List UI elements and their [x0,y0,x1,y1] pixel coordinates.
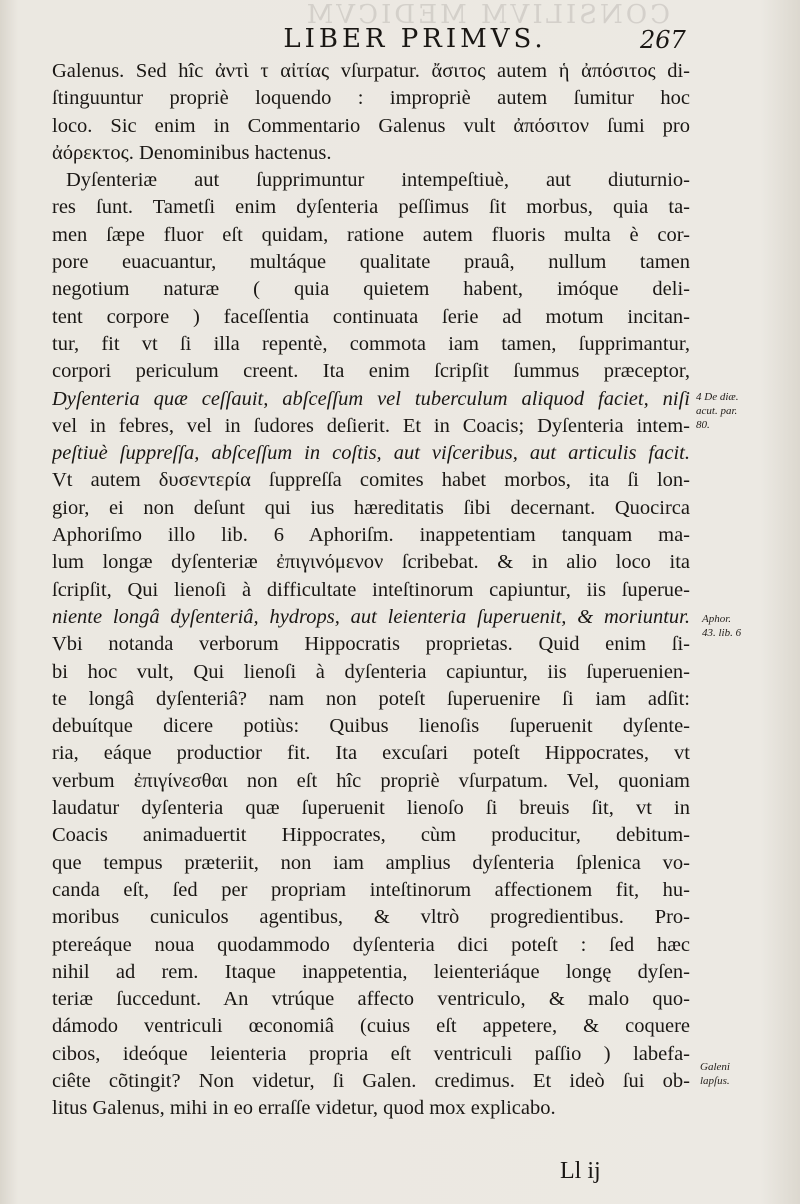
text-line: pore euacuantur, multáque qualitate prauâ, nullum tamen [52,251,690,274]
text-line-italic-quote: Dyſenteria quæ ceſſauit, abſceſſum vel tuberculum aliquod faciet, niſi [52,387,690,410]
margin-note-line: lapſus. [700,1075,730,1087]
margin-note-line: acut. par. [696,405,738,417]
text-line: corpori periculum creent. Ita enim ſcripſit ſummus præceptor, [52,360,690,383]
text-line: Aphoriſmo illo lib. 6 Aphoriſm. inappetentiam tanquam ma- [52,524,690,547]
margin-note-line: 80. [696,419,710,431]
margin-note-galeni-lapsus [700,1060,730,1088]
main-text-block [52,58,690,1123]
margin-note-aphorism [702,612,741,640]
text-line: litus Galenus, mihi in eo erraſſe videtur, quod mox explicabo. [52,1097,556,1120]
text-line: gior, ei non deſunt qui ius hæreditatis ſibi decernant. Quocirca [52,496,690,519]
margin-note-de-diaeta [696,390,738,432]
text-line: men ſæpe fluor eſt quidam, ratione autem fluoris multa è cor- [52,223,690,246]
running-title: LIBER PRIMVS. [283,24,547,54]
margin-note-line: Aphor. [702,613,732,625]
text-line: tur, fit vt ſi illa repentè, commota iam tamen, ſupprimantur, [52,332,690,355]
text-line: ciête cõtingit? Non videtur, ſi Galen. credimus. Et ideò ſui ob- [52,1069,690,1092]
text-line: ſtinguuntur propriè loquendo : impropriè autem ſumitur hoc [52,87,690,110]
text-line: cibos, ideóque leienteria propria eſt ventriculi paſſio ) labefa- [52,1042,690,1065]
text-line: que tempus præteriit, non iam amplius dyſenteria ſplenica vo- [52,851,690,874]
text-line: canda eſt, ſed per propriam inteſtinorum affectionem fit, hu- [52,878,690,901]
text-line: nihil ad rem. Itaque inappetentia, leienteriáque longę dyſen- [52,960,690,983]
margin-note-line: Galeni [700,1061,730,1073]
text-line: ἀόρεκτος. Denominibus hactenus. [52,141,332,164]
text-line: teriæ ſuccedunt. An vtrúque affecto ventriculo, & malo quo- [52,988,690,1011]
text-line: ptereáque noua quodammodo dyſenteria dici poteſt : ſed hæc [52,933,690,956]
text-line: Coacis animaduertit Hippocrates, cùm producitur, debitum- [52,824,690,847]
text-line: moribus cuniculos agentibus, & vltrò progredientibus. Pro- [52,906,690,929]
text-line-italic-quote: peſtiuè ſuppreſſa, abſceſſum in coſtis, aut viſceribus, aut articulis facit. [52,442,690,465]
text-line: laudatur dyſenteria quæ ſuperuenit lienoſo ſi breuis ſit, vt in [52,797,690,820]
text-line: debuítque dicere potiùs: Quibus lienoſis ſuperuenit dyſente- [52,715,690,738]
text-line: Vt autem δυσεντερία ſuppreſſa comites habet morbos, ita ſi lon- [52,469,690,492]
text-line: lum longæ dyſenteriæ ἐπιγινόμενον ſcribebat. & in alio loco ita [52,551,690,574]
bleed-through-text: CONSILIVM MEDICVM [303,0,670,30]
text-line: Galenus. Sed hîc ἀντὶ τ αἰτίας vſurpatur. ἄσιτος autem ἡ ἀπόσιτος di- [52,60,690,82]
text-line: negotium naturæ ( quia quietem habent, imóque deli- [52,278,690,301]
text-line: verbum ἐπιγίνεσθαι non eſt hîc propriè vſurpatum. Vel, quoniam [52,769,690,792]
signature-mark: Ll ij [560,1158,601,1184]
page-number: 267 [640,26,686,54]
margin-note-line: 4 De diæ. [696,391,739,403]
text-line: ſcripſit, Qui lienoſi à difficultate inteſtinorum capiuntur, iis ſuperue- [52,578,690,601]
text-line: res ſunt. Tametſi enim dyſenteria peſſimus ſit morbus, quia ta- [52,196,690,219]
text-line: ria, eáque productior fit. Ita excuſari poteſt Hippocrates, vt [52,742,690,765]
text-line: te longâ dyſenteriâ? nam non poteſt ſuperuenire ſi iam adſit: [52,687,690,710]
text-line: dámodo ventriculi œconomiâ (cuius eſt appetere, & coquere [52,1015,690,1038]
text-line: vel in febres, vel in ſudores deſierit. Et in Coacis; Dyſenteria intem- [52,414,690,437]
text-line: loco. Sic enim in Commentario Galenus vult ἀπόσιτον ſumi pro [52,114,690,137]
text-line: tent corpore ) faceſſentia continuata ſerie ad motum incitan- [52,305,690,328]
text-line: Dyſenteriæ aut ſupprimuntur intempeſtiuè, aut diuturnio- [66,169,690,192]
text-line: bi hoc vult, Qui lienoſi à dyſenteria capiuntur, iis ſuperuenien- [52,660,690,683]
text-line: Vbi notanda verborum Hippocratis proprietas. Quid enim ſi- [52,633,690,656]
text-line-italic-quote: niente longâ dyſenteriâ, hydrops, aut leienteria ſuperuenit, & moriuntur. [52,605,690,628]
margin-note-line: 43. lib. 6 [702,627,742,639]
